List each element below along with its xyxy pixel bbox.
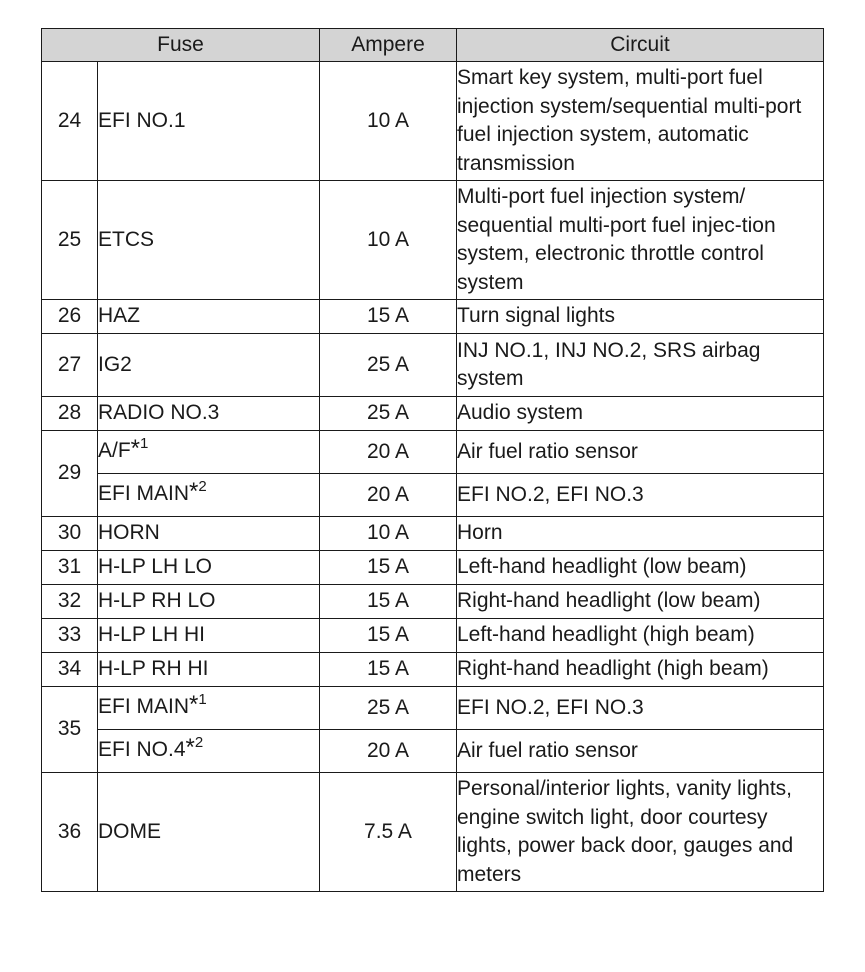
footnote-number: 2 [198, 478, 207, 496]
fuse-number: 26 [42, 300, 98, 334]
table-row [42, 62, 824, 181]
fuse-ampere: 15 A [320, 619, 457, 653]
footnote-number: 1 [198, 691, 207, 709]
fuse-number: 32 [42, 585, 98, 619]
fuse-name-cell [98, 431, 320, 474]
fuse-ampere: 20 A [320, 730, 457, 773]
fuse-ampere: 20 A [320, 431, 457, 474]
footnote-star: * [189, 478, 199, 506]
table-row [42, 653, 824, 687]
fuse-number: 25 [42, 181, 98, 300]
fuse-circuit: Turn signal lights [457, 300, 824, 334]
fuse-name: IG2 [98, 334, 320, 397]
fuse-ampere: 15 A [320, 300, 457, 334]
fuse-ampere: 25 A [320, 687, 457, 730]
table-row [42, 181, 824, 300]
fuse-name-cell [98, 474, 320, 517]
fuse-ampere: 15 A [320, 653, 457, 687]
fuse-circuit: Audio system [457, 397, 824, 431]
fuse-name: H-LP RH HI [98, 653, 320, 687]
table-row [42, 585, 824, 619]
fuse-ampere: 10 A [320, 517, 457, 551]
table-row [42, 687, 824, 730]
fuse-number: 36 [42, 773, 98, 892]
table-row [42, 517, 824, 551]
table-row [42, 730, 824, 773]
fuse-name: H-LP LH HI [98, 619, 320, 653]
fuse-ampere: 7.5 A [320, 773, 457, 892]
table-row [42, 300, 824, 334]
fuse-number: 24 [42, 62, 98, 181]
fuse-circuit: Horn [457, 517, 824, 551]
fuse-name: HORN [98, 517, 320, 551]
table-row [42, 431, 824, 474]
fuse-number: 35 [42, 687, 98, 773]
table-row [42, 334, 824, 397]
fuse-name: DOME [98, 773, 320, 892]
fuse-ampere: 20 A [320, 474, 457, 517]
fuse-name: EFI NO.1 [98, 62, 320, 181]
fuse-name-cell [98, 687, 320, 730]
fuse-number: 28 [42, 397, 98, 431]
header-circuit: Circuit [457, 29, 824, 62]
fuse-circuit: Left-hand headlight (high beam) [457, 619, 824, 653]
fuse-number: 29 [42, 431, 98, 517]
fuse-name: ETCS [98, 181, 320, 300]
fuse-name: RADIO NO.3 [98, 397, 320, 431]
fuse-circuit: Right-hand headlight (low beam) [457, 585, 824, 619]
table-row [42, 551, 824, 585]
fuse-circuit: Right-hand headlight (high beam) [457, 653, 824, 687]
fuse-name: EFI NO.4 [98, 738, 186, 762]
fuse-table [41, 28, 824, 892]
footnote-star: * [189, 691, 199, 719]
fuse-number: 31 [42, 551, 98, 585]
header-fuse: Fuse [42, 29, 320, 62]
fuse-name: A/F [98, 439, 131, 463]
header-row [42, 29, 824, 62]
table-row [42, 619, 824, 653]
fuse-number: 27 [42, 334, 98, 397]
fuse-circuit: Air fuel ratio sensor [457, 431, 824, 474]
fuse-ampere: 15 A [320, 551, 457, 585]
header-ampere: Ampere [320, 29, 457, 62]
fuse-name: HAZ [98, 300, 320, 334]
fuse-ampere: 25 A [320, 397, 457, 431]
fuse-circuit: Personal/interior lights, vanity lights, engine switch light, door courtesy lights, power back door, gauges and meters [457, 773, 824, 892]
fuse-circuit: Air fuel ratio sensor [457, 730, 824, 773]
fuse-ampere: 15 A [320, 585, 457, 619]
table-row [42, 397, 824, 431]
footnote-number: 1 [140, 435, 149, 453]
fuse-number: 33 [42, 619, 98, 653]
fuse-name: H-LP LH LO [98, 551, 320, 585]
footnote-star: * [185, 734, 195, 762]
fuse-name: EFI MAIN [98, 695, 190, 719]
fuse-circuit: EFI NO.2, EFI NO.3 [457, 687, 824, 730]
fuse-name-cell [98, 730, 320, 773]
footnote-star: * [130, 435, 141, 463]
fuse-ampere: 25 A [320, 334, 457, 397]
fuse-circuit: Multi-port fuel injection system/ sequential multi-port fuel injec-tion system, electronic throttle control system [457, 181, 824, 300]
fuse-circuit: Left-hand headlight (low beam) [457, 551, 824, 585]
fuse-name: EFI MAIN [98, 482, 190, 506]
fuse-circuit: INJ NO.1, INJ NO.2, SRS airbag system [457, 334, 824, 397]
fuse-circuit: Smart key system, multi-port fuel injection system/sequential multi-port fuel injection system, automatic transmission [457, 62, 824, 181]
table-row [42, 773, 824, 892]
fuse-name: H-LP RH LO [98, 585, 320, 619]
fuse-number: 34 [42, 653, 98, 687]
footnote-number: 2 [194, 734, 204, 752]
fuse-number: 30 [42, 517, 98, 551]
fuse-circuit: EFI NO.2, EFI NO.3 [457, 474, 824, 517]
fuse-ampere: 10 A [320, 62, 457, 181]
table-row [42, 474, 824, 517]
fuse-ampere: 10 A [320, 181, 457, 300]
